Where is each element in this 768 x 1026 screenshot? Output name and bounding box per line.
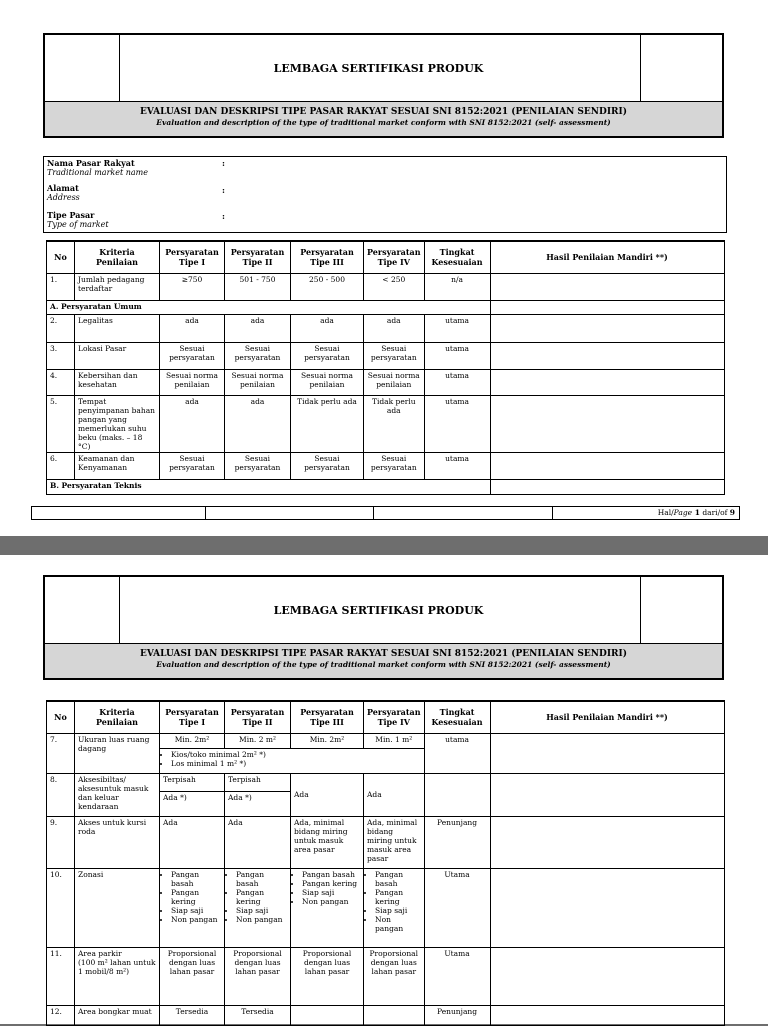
table-row: 6. Keamanan dan Kenyamanan Sesuai persyaratan Sesuai persyaratan Sesuai persyaratan Sesuai persyaratan utama (47, 452, 725, 479)
assessment-cell[interactable] (490, 452, 724, 479)
assessment-cell[interactable] (490, 816, 724, 868)
assessment-cell[interactable] (490, 773, 724, 816)
assessment-cell[interactable] (490, 1005, 724, 1025)
header-subtitle: EVALUASI DAN DESKRIPSI TIPE PASAR RAKYAT SESUAI SNI 8152:2021 (PENILAIAN SENDIRI) (140, 107, 627, 117)
assessment-table-page-2 (46, 700, 725, 1026)
table-row: 9. Akses untuk kursi roda Ada Ada Ada, minimal bidang miring untuk masuk area pasar Ada, minimal bidang miring untuk masuk area pasar Penunjang (47, 816, 725, 868)
assessment-cell[interactable] (490, 369, 724, 395)
table-row-sub: Ada *) Ada *) (47, 791, 725, 816)
section-row: B. Persyaratan Teknis (47, 479, 725, 494)
table-row-notes: • Kios/toko minimal 2m² *) • Los minimal 1 m² *) (47, 748, 725, 773)
table-row: 10. Zonasi • Pangan basah • Pangan kering • Siap saji • Non pangan • Pangan basah • Pangan kering • Siap saji • Non pangan • Pangan basah • Pangan kering • Siap saji • Non pangan • Pangan basah • Pangan kering • Siap saji • Non pangan Utama (47, 868, 725, 947)
market-info-box: Nama Pasar Rakyat Traditional market name : Alamat Address : Tipe Pasar Type of market : (43, 156, 727, 233)
table-header-row: No Kriteria Penilaian Persyaratan Tipe I Persyaratan Tipe II Persyaratan Tipe III Persyaratan Tipe IV Tingkat Kesesuaian Hasil Penilaian Mandiri **) (47, 241, 725, 273)
table-row: 3. Lokasi Pasar Sesuai persyaratan Sesuai persyaratan Sesuai persyaratan Sesuai persyaratan utama (47, 342, 725, 369)
table-row: 1. Jumlah pedagang terdaftar ≥750 501 - 750 250 - 500 < 250 n/a (47, 273, 725, 300)
table-row: 5. Tempat penyimpanan bahan pangan yang memerlukan suhu beku (maks. – 18 °C) ada ada Tidak perlu ada Tidak perlu ada utama (47, 395, 725, 452)
table-row: 2. Legalitas ada ada ada ada utama (47, 314, 725, 342)
info-address: Alamat Address (47, 183, 80, 202)
assessment-cell[interactable] (490, 273, 724, 300)
page-footer (31, 506, 740, 520)
assessment-table-page-1 (46, 240, 725, 495)
table-row: 4. Kebersihan dan kesehatan Sesuai norma penilaian Sesuai norma penilaian Sesuai norma penilaian Sesuai norma penilaian utama (47, 369, 725, 395)
document-header (43, 33, 724, 138)
header-title: LEMBAGA SERTIFIKASI PRODUK (273, 61, 484, 75)
header-title: LEMBAGA SERTIFIKASI PRODUK (273, 603, 484, 617)
section-row: A. Persyaratan Umum (47, 300, 725, 314)
assessment-cell[interactable] (490, 733, 724, 773)
assessment-cell[interactable] (490, 342, 724, 369)
assessment-cell[interactable] (490, 947, 724, 1005)
table-row: 11. Area parkir (100 m² lahan untuk 1 mobil/8 m²) Proporsional dengan luas lahan pasar Proporsional dengan luas lahan pasar Proporsional dengan luas lahan pasar Proporsional dengan luas lahan pasar Utama (47, 947, 725, 1005)
table-row: 8. Aksesibiltas/ aksesuntuk masuk dan keluar kendaraan Terpisah Terpisah Ada Ada (47, 773, 725, 791)
header-subtitle-en: Evaluation and description of the type of traditional market conform with SNI 8152:2021 (self- assessment) (156, 660, 611, 669)
page-2 (0, 555, 768, 1024)
header-subtitle: EVALUASI DAN DESKRIPSI TIPE PASAR RAKYAT SESUAI SNI 8152:2021 (PENILAIAN SENDIRI) (140, 649, 627, 659)
info-market-type: Tipe Pasar Type of market (47, 210, 109, 229)
page-number: Hal/Page 1 dari/of 9 (657, 508, 735, 517)
table-header-row: No Kriteria Penilaian Persyaratan Tipe I Persyaratan Tipe II Persyaratan Tipe III Persyaratan Tipe IV Tingkat Kesesuaian Hasil Penilaian Mandiri **) (47, 701, 725, 733)
assessment-cell[interactable] (490, 395, 724, 452)
info-market-name: Nama Pasar Rakyat Traditional market name (47, 158, 148, 177)
assessment-cell[interactable] (490, 314, 724, 342)
table-row: 12. Area bongkar muat Tersedia Tersedia Penunjang (47, 1005, 725, 1025)
table-row: 7. Ukuran luas ruang dagang Min. 2m² Min. 2 m² Min. 2m² Min. 1 m² utama (47, 733, 725, 748)
assessment-cell[interactable] (490, 868, 724, 947)
document-header (43, 575, 724, 680)
header-subtitle-en: Evaluation and description of the type of traditional market conform with SNI 8152:2021 (self- assessment) (156, 118, 611, 127)
